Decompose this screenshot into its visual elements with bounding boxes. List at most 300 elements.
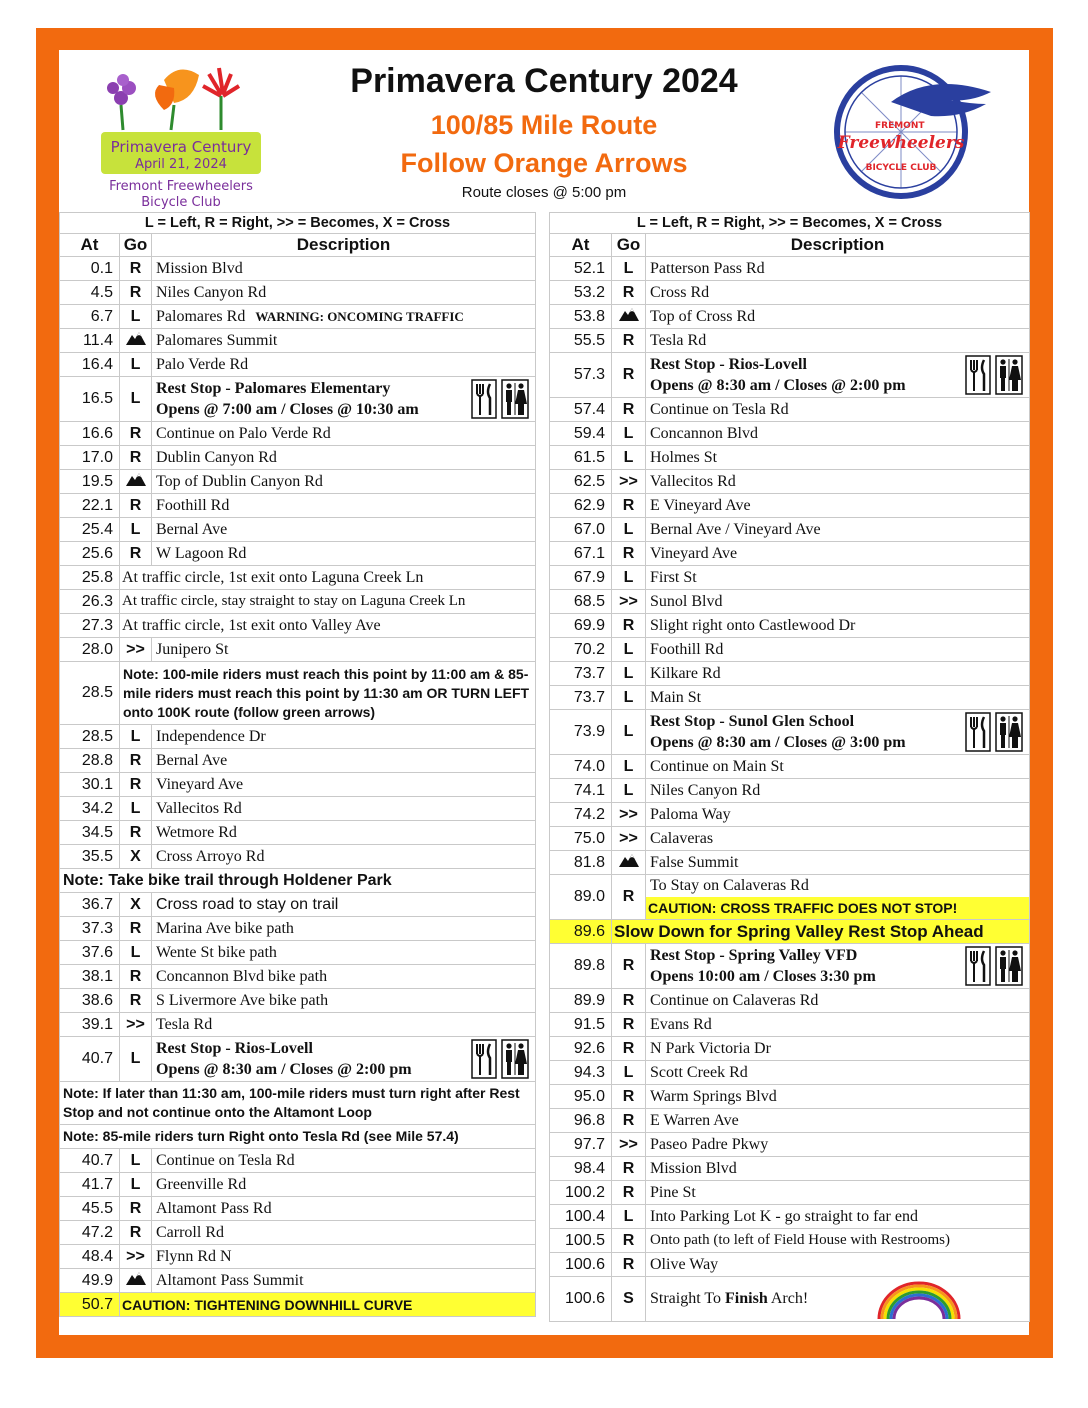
page-title: Primavera Century 2024	[350, 62, 738, 100]
col-desc: Description	[646, 234, 1030, 257]
altamont-note: Note: If later than 11:30 am, 100-mile riders must turn right after Rest Stop and not continue onto the Altamont Loop	[60, 1082, 536, 1125]
cue: At traffic circle, 1st exit onto Laguna Creek Ln	[120, 566, 536, 590]
table-row	[550, 1109, 1030, 1133]
turn: L	[612, 1205, 646, 1229]
turn: R	[612, 1013, 646, 1037]
cue: Slight right onto Castlewood Dr	[646, 614, 1030, 638]
mountain-icon	[120, 329, 152, 353]
rest-stop	[152, 377, 536, 422]
table-row	[550, 875, 1030, 920]
mile: 11.4	[60, 329, 120, 353]
mile: 69.9	[550, 614, 612, 638]
cue: Tesla Rd	[646, 329, 1030, 353]
cue: Bernal Ave	[152, 749, 536, 773]
turn: L	[612, 446, 646, 470]
table-row	[60, 1269, 536, 1293]
food-restroom-icon	[965, 712, 1023, 755]
mile: 35.5	[60, 845, 120, 869]
rest-stop-hours: Opens @ 7:00 am / Closes @ 10:30 am	[156, 401, 419, 418]
rest-stop	[646, 710, 1030, 755]
turn: R	[612, 1253, 646, 1277]
mile: 50.7	[60, 1293, 120, 1317]
mile: 37.6	[60, 941, 120, 965]
mile: 4.5	[60, 281, 120, 305]
finish-text-a: Straight To	[650, 1290, 726, 1307]
rest-stop	[646, 944, 1030, 989]
turn: R	[612, 875, 646, 920]
turn: >>	[120, 1013, 152, 1037]
table-row	[550, 470, 1030, 494]
cue: Cross road to stay on trail	[152, 893, 536, 917]
mile: 25.8	[60, 566, 120, 590]
table-row	[550, 1085, 1030, 1109]
turn: R	[120, 257, 152, 281]
cue: Niles Canyon Rd	[152, 281, 536, 305]
mile: 52.1	[550, 257, 612, 281]
cue: Top of Dublin Canyon Rd	[152, 470, 536, 494]
cue: Altamont Pass Summit	[152, 1269, 536, 1293]
turn: L	[612, 518, 646, 542]
mile: 67.0	[550, 518, 612, 542]
mile: 25.4	[60, 518, 120, 542]
table-row-caution	[60, 1293, 536, 1317]
cue: Wetmore Rd	[152, 821, 536, 845]
table-row-rest-stop	[60, 1037, 536, 1082]
cue: Evans Rd	[646, 1013, 1030, 1037]
mile: 73.7	[550, 686, 612, 710]
turn: R	[612, 542, 646, 566]
cue: At traffic circle, 1st exit onto Valley Ave	[120, 614, 536, 638]
table-row	[550, 614, 1030, 638]
route-subtitle: 100/85 Mile Route	[430, 110, 658, 140]
col-at: At	[60, 234, 120, 257]
mile: 73.9	[550, 710, 612, 755]
turn: R	[612, 989, 646, 1013]
mile: 19.5	[60, 470, 120, 494]
mile: 67.9	[550, 566, 612, 590]
table-row	[550, 779, 1030, 803]
cue: Vineyard Ave	[152, 773, 536, 797]
table-row	[60, 281, 536, 305]
turn: R	[120, 749, 152, 773]
cue: Junipero St	[152, 638, 536, 662]
table-row	[550, 1013, 1030, 1037]
cue: S Livermore Ave bike path	[152, 989, 536, 1013]
mile: 47.2	[60, 1221, 120, 1245]
slow-down-text: Slow Down for Spring Valley Rest Stop Ahead	[612, 920, 1030, 944]
mile: 95.0	[550, 1085, 612, 1109]
table-row	[550, 1229, 1030, 1253]
cue: Onto path (to left of Field House with Restrooms)	[646, 1229, 1030, 1253]
mile: 25.6	[60, 542, 120, 566]
turn: S	[612, 1277, 646, 1322]
mountain-icon	[120, 1269, 152, 1293]
mile: 53.2	[550, 281, 612, 305]
table-row	[60, 1149, 536, 1173]
table-row-note	[60, 1125, 536, 1149]
cue: Continue on Main St	[646, 755, 1030, 779]
legend: L = Left, R = Right, >> = Becomes, X = Cross	[60, 213, 536, 234]
table-row	[60, 1013, 536, 1037]
turn: L	[120, 518, 152, 542]
table-row	[60, 1173, 536, 1197]
table-row	[550, 446, 1030, 470]
table-row	[60, 1245, 536, 1269]
cue: False Summit	[646, 851, 1030, 875]
table-row	[60, 1221, 536, 1245]
rest-stop-hours: Opens @ 8:30 am / Closes @ 3:00 pm	[650, 734, 906, 751]
mile: 100.6	[550, 1277, 612, 1322]
mile: 92.6	[550, 1037, 612, 1061]
arrows-subtitle: Follow Orange Arrows	[400, 148, 688, 178]
table-row	[60, 941, 536, 965]
mile: 91.5	[550, 1013, 612, 1037]
table-row	[60, 749, 536, 773]
turn: L	[120, 305, 152, 329]
cue: Niles Canyon Rd	[646, 779, 1030, 803]
finish-text-b: Finish	[725, 1290, 768, 1307]
table-row	[60, 1197, 536, 1221]
cue: Mission Blvd	[152, 257, 536, 281]
cue	[152, 305, 536, 329]
turn: L	[612, 1061, 646, 1085]
turn: R	[120, 422, 152, 446]
table-row	[60, 518, 536, 542]
turn: >>	[612, 803, 646, 827]
mile: 74.2	[550, 803, 612, 827]
mile: 41.7	[60, 1173, 120, 1197]
table-row	[550, 590, 1030, 614]
table-row-note	[60, 662, 536, 725]
mile: 16.5	[60, 377, 120, 422]
col-desc: Description	[152, 234, 536, 257]
cue: Altamont Pass Rd	[152, 1197, 536, 1221]
turn: L	[120, 941, 152, 965]
table-row	[60, 566, 536, 590]
cue	[646, 875, 1030, 920]
mile: 45.5	[60, 1197, 120, 1221]
cue: E Vineyard Ave	[646, 494, 1030, 518]
mile: 37.3	[60, 917, 120, 941]
cue: Dublin Canyon Rd	[152, 446, 536, 470]
cue: Foothill Rd	[152, 494, 536, 518]
col-go: Go	[120, 234, 152, 257]
cue: Marina Ave bike path	[152, 917, 536, 941]
turn: L	[612, 638, 646, 662]
turn: R	[612, 353, 646, 398]
table-row	[60, 893, 536, 917]
table-row	[550, 1061, 1030, 1085]
cue: Mission Blvd	[646, 1157, 1030, 1181]
cue: Continue on Tesla Rd	[152, 1149, 536, 1173]
turn: R	[612, 1157, 646, 1181]
turn: R	[120, 821, 152, 845]
cue: Pine St	[646, 1181, 1030, 1205]
mountain-icon	[612, 305, 646, 329]
mile: 40.7	[60, 1149, 120, 1173]
turn: L	[612, 422, 646, 446]
cue: Tesla Rd	[152, 1013, 536, 1037]
cue: Vineyard Ave	[646, 542, 1030, 566]
table-row	[60, 965, 536, 989]
rest-stop-name: Rest Stop - Rios-Lovell	[650, 356, 807, 373]
mile: 28.5	[60, 725, 120, 749]
finish-cue	[646, 1277, 1030, 1322]
table-row	[60, 725, 536, 749]
cue: Vallecitos Rd	[152, 797, 536, 821]
rest-stop-hours: Opens @ 8:30 am / Closes @ 2:00 pm	[650, 377, 906, 394]
rest-stop-name: Rest Stop - Rios-Lovell	[156, 1040, 313, 1057]
cue: W Lagoon Rd	[152, 542, 536, 566]
mile: 49.9	[60, 1269, 120, 1293]
turn: R	[612, 944, 646, 989]
turn: R	[612, 1109, 646, 1133]
turn: L	[612, 257, 646, 281]
cue-text: Palomares Rd	[156, 307, 246, 325]
rest-stop	[646, 353, 1030, 398]
table-row-note	[60, 869, 536, 893]
table-row	[550, 542, 1030, 566]
table-row	[550, 1037, 1030, 1061]
85-mile-note: Note: 85-mile riders turn Right onto Tesla Rd (see Mile 57.4)	[60, 1125, 536, 1149]
table-row	[550, 305, 1030, 329]
turn: >>	[612, 1133, 646, 1157]
mountain-icon	[612, 851, 646, 875]
cue: Greenville Rd	[152, 1173, 536, 1197]
turn: L	[120, 797, 152, 821]
mile: 57.3	[550, 353, 612, 398]
mile: 81.8	[550, 851, 612, 875]
turn: R	[612, 281, 646, 305]
table-row	[60, 917, 536, 941]
table-row	[550, 422, 1030, 446]
food-restroom-icon	[965, 355, 1023, 398]
cue: Carroll Rd	[152, 1221, 536, 1245]
mile: 100.5	[550, 1229, 612, 1253]
mile: 39.1	[60, 1013, 120, 1037]
mile: 74.0	[550, 755, 612, 779]
turn: R	[612, 329, 646, 353]
mile: 40.7	[60, 1037, 120, 1082]
club-line3: BICYCLE CLUB	[865, 163, 937, 173]
table-row	[60, 845, 536, 869]
turn: >>	[612, 470, 646, 494]
trail-note: Note: Take bike trail through Holdener Park	[60, 869, 536, 893]
turn: L	[120, 1037, 152, 1082]
cue: Foothill Rd	[646, 638, 1030, 662]
table-row	[60, 470, 536, 494]
turn: R	[612, 494, 646, 518]
cue: Independence Dr	[152, 725, 536, 749]
table-row	[550, 518, 1030, 542]
table-row-rest-stop	[550, 944, 1030, 989]
mile: 98.4	[550, 1157, 612, 1181]
table-row	[550, 257, 1030, 281]
cutoff-note: Note: 100-mile riders must reach this point by 11:00 am & 85-mile riders must reach this point by 11:30 am OR TURN LEFT onto 100K route (follow green arrows)	[120, 662, 536, 725]
food-restroom-icon	[965, 946, 1023, 989]
turn: L	[612, 686, 646, 710]
turn: L	[120, 377, 152, 422]
turn: R	[120, 1197, 152, 1221]
mile: 16.4	[60, 353, 120, 377]
table-row	[550, 1253, 1030, 1277]
mile: 100.2	[550, 1181, 612, 1205]
logo-line2: April 21, 2024	[135, 157, 227, 172]
rainbow-arch-icon	[875, 1279, 963, 1321]
turn: X	[120, 845, 152, 869]
mile: 34.5	[60, 821, 120, 845]
mile: 100.6	[550, 1253, 612, 1277]
mile: 28.0	[60, 638, 120, 662]
mile: 6.7	[60, 305, 120, 329]
cue: Palomares Summit	[152, 329, 536, 353]
table-row	[60, 638, 536, 662]
cue: Flynn Rd N	[152, 1245, 536, 1269]
mile: 22.1	[60, 494, 120, 518]
mile: 89.0	[550, 875, 612, 920]
mile: 74.1	[550, 779, 612, 803]
cue: Main St	[646, 686, 1030, 710]
cue: Bernal Ave	[152, 518, 536, 542]
turn: R	[612, 1037, 646, 1061]
table-row	[60, 305, 536, 329]
turn: L	[612, 755, 646, 779]
table-row-caution	[550, 920, 1030, 944]
turn: R	[612, 614, 646, 638]
turn: L	[612, 662, 646, 686]
cue: Cross Arroyo Rd	[152, 845, 536, 869]
header	[59, 50, 1029, 212]
logo-line1: Primavera Century	[110, 138, 252, 156]
cue-table-left	[59, 212, 536, 1317]
turn: L	[612, 710, 646, 755]
turn: >>	[120, 638, 152, 662]
mile: 0.1	[60, 257, 120, 281]
turn: L	[120, 353, 152, 377]
mile: 53.8	[550, 305, 612, 329]
table-row	[550, 329, 1030, 353]
mile: 28.8	[60, 749, 120, 773]
table-row	[550, 827, 1030, 851]
table-row-rest-stop	[550, 353, 1030, 398]
table-row	[60, 446, 536, 470]
turn: R	[120, 917, 152, 941]
cue: Concannon Blvd bike path	[152, 965, 536, 989]
turn: >>	[612, 590, 646, 614]
cue-text: To Stay on Calaveras Rd	[650, 877, 809, 894]
cue: Kilkare Rd	[646, 662, 1030, 686]
table-row	[550, 1157, 1030, 1181]
cue: Cross Rd	[646, 281, 1030, 305]
table-row	[60, 821, 536, 845]
mile: 94.3	[550, 1061, 612, 1085]
cue: Wente St bike path	[152, 941, 536, 965]
food-restroom-icon	[471, 1039, 529, 1082]
logo-line4: Bicycle Club	[141, 195, 221, 210]
cue: Top of Cross Rd	[646, 305, 1030, 329]
turn: R	[612, 1229, 646, 1253]
table-row	[60, 422, 536, 446]
table-row	[550, 398, 1030, 422]
table-row	[60, 353, 536, 377]
mountain-icon	[120, 470, 152, 494]
turn: R	[612, 1181, 646, 1205]
table-row	[550, 494, 1030, 518]
cue: Scott Creek Rd	[646, 1061, 1030, 1085]
mile: 26.3	[60, 590, 120, 614]
mile: 62.5	[550, 470, 612, 494]
table-row-rest-stop	[550, 710, 1030, 755]
cue: First St	[646, 566, 1030, 590]
caution-text: CAUTION: CROSS TRAFFIC DOES NOT STOP!	[646, 897, 1029, 919]
table-row	[60, 542, 536, 566]
cue: Paloma Way	[646, 803, 1030, 827]
rest-stop-name: Rest Stop - Palomares Elementary	[156, 380, 391, 397]
cue: Bernal Ave / Vineyard Ave	[646, 518, 1030, 542]
mile: 62.9	[550, 494, 612, 518]
turn: R	[120, 542, 152, 566]
rest-stop-name: Rest Stop - Spring Valley VFD	[650, 947, 858, 964]
cue-table-right	[549, 212, 1030, 1322]
table-row	[60, 590, 536, 614]
mile: 96.8	[550, 1109, 612, 1133]
cue: Into Parking Lot K - go straight to far end	[646, 1205, 1030, 1229]
cue: Warm Springs Blvd	[646, 1085, 1030, 1109]
table-row	[550, 1133, 1030, 1157]
table-row	[60, 494, 536, 518]
table-row	[60, 989, 536, 1013]
mile: 100.4	[550, 1205, 612, 1229]
cue: Continue on Calaveras Rd	[646, 989, 1030, 1013]
mile: 97.7	[550, 1133, 612, 1157]
club-line2: Freewheelers	[837, 133, 965, 153]
cue: Continue on Palo Verde Rd	[152, 422, 536, 446]
turn: X	[120, 893, 152, 917]
finish-text-c: Arch!	[767, 1290, 809, 1307]
mile: 55.5	[550, 329, 612, 353]
club-logo	[831, 62, 997, 202]
mile: 89.9	[550, 989, 612, 1013]
rest-stop-hours: Opens @ 8:30 am / Closes @ 2:00 pm	[156, 1061, 412, 1078]
cue: Palo Verde Rd	[152, 353, 536, 377]
rest-stop-name: Rest Stop - Sunol Glen School	[650, 713, 855, 730]
logo-line3: Fremont Freewheelers	[109, 179, 253, 194]
mile: 70.2	[550, 638, 612, 662]
mile: 73.7	[550, 662, 612, 686]
mile: 59.4	[550, 422, 612, 446]
rest-stop	[152, 1037, 536, 1082]
turn: L	[120, 1173, 152, 1197]
turn: L	[120, 1149, 152, 1173]
food-restroom-icon	[471, 379, 529, 422]
mile: 75.0	[550, 827, 612, 851]
table-row-finish	[550, 1277, 1030, 1322]
table-row	[550, 1205, 1030, 1229]
mile: 16.6	[60, 422, 120, 446]
cue: Paseo Padre Pkwy	[646, 1133, 1030, 1157]
mile: 67.1	[550, 542, 612, 566]
cue: Calaveras	[646, 827, 1030, 851]
table-row-note	[60, 1082, 536, 1125]
turn: R	[120, 446, 152, 470]
mile: 17.0	[60, 446, 120, 470]
table-row	[550, 566, 1030, 590]
table-row	[550, 281, 1030, 305]
turn: L	[120, 725, 152, 749]
mile: 89.6	[550, 920, 612, 944]
cue: Holmes St	[646, 446, 1030, 470]
table-row	[60, 614, 536, 638]
